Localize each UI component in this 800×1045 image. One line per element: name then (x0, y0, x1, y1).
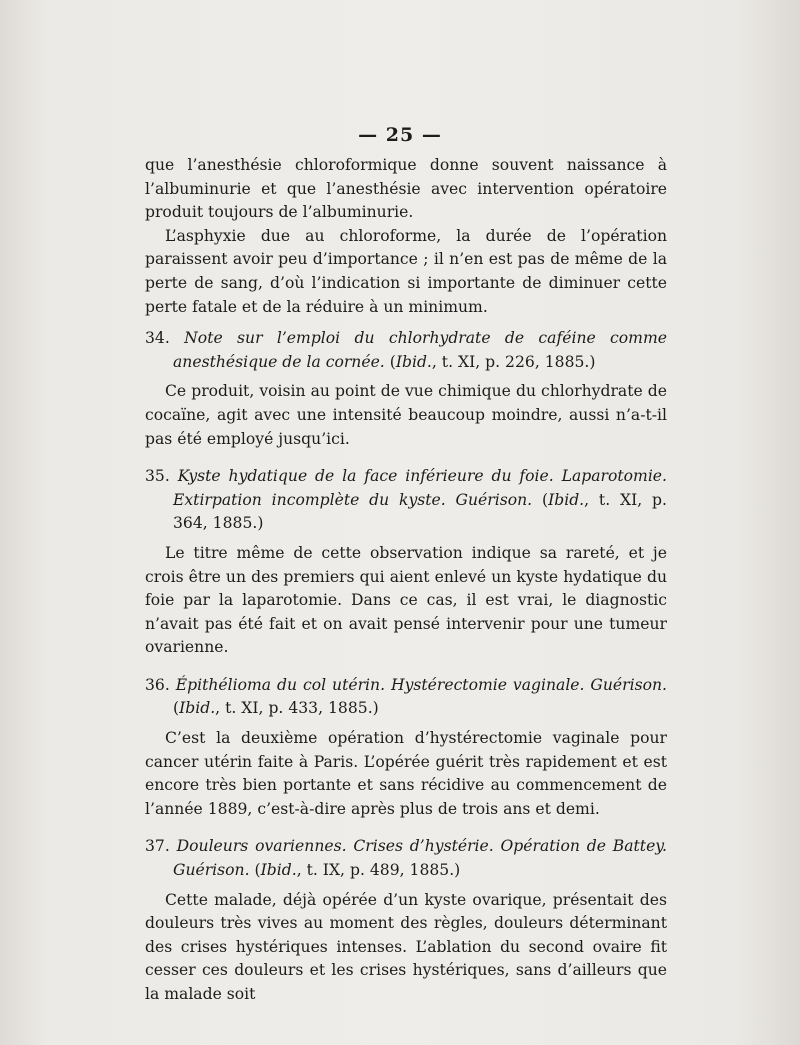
entry-body: Cette malade, déjà opérée d’un kyste ovarique, présentait des douleurs très vives au moment des règles, douleurs déterminant des crises hystériques intenses. L’ablation du second ovaire fit cesser ces douleurs et les crises hystériques, sans d’ailleurs que la malade soit (145, 890, 667, 1003)
entry-body: C’est la deuxième opération d’hystérectomie vaginale pour cancer utérin faite à Paris. L’opérée guérit très rapidement et est encore très bien portante et sans récidive au commencement de l’année 1889, c’est-à-dire après plus de trois ans et demi. (145, 729, 667, 818)
entry-reference (255, 861, 461, 879)
entry-number: 34. (145, 329, 170, 348)
ref-ibid: Ibid. (395, 352, 432, 371)
entry-title: Douleurs ovariennes. Crises d’hystérie. Opération de Battey. Guérison. (173, 837, 667, 880)
entry-title: Kyste hydatique de la face inférieure du foie. Laparotomie. Extirpation incomplète du kyste. Guérison. (173, 467, 667, 509)
ref-ibid: Ibid. (179, 699, 216, 718)
entry-reference (390, 353, 596, 371)
intro-paragraph-1: que l’anesthésie chloroformique donne souvent naissance à l’albuminurie et que l’anesthésie avec intervention opératoire produit toujours de l’albuminurie. (145, 156, 667, 222)
ref-open: ( (541, 490, 549, 509)
ref-details: , t. XI, p. 433, 1885.) (215, 699, 379, 718)
ref-open: ( (254, 861, 261, 880)
entry-heading (145, 327, 667, 374)
ref-details: , t. XI, p. 364, 1885.) (173, 490, 667, 533)
entry-heading (145, 465, 667, 536)
entry-37 (145, 835, 667, 1006)
entry-number: 36. (145, 675, 170, 694)
ref-open: ( (389, 352, 396, 371)
ref-details: , t. IX, p. 489, 1885.) (296, 861, 461, 880)
entry-title: Épithélioma du col utérin. Hystérectomie vaginale. Guérison. (175, 675, 667, 694)
entry-reference (173, 699, 379, 717)
entry-title: Note sur l’emploi du chlorhydrate de caféine comme anesthésique de la cornée. (173, 329, 667, 371)
intro-paragraph-2: L’asphyxie due au chloroforme, la durée de l’opération paraissent avoir peu d’importance ; il n’en est pas de même de la perte de sang, d’où l’indication si importante de diminuer cette perte fatale et de la réduire à un minimum. (145, 226, 667, 316)
entry-number: 35. (145, 467, 170, 486)
ref-ibid: Ibid. (260, 861, 297, 880)
entry-heading (145, 835, 667, 882)
entry-34 (145, 327, 667, 451)
page-number: — 25 — (358, 124, 442, 146)
entry-body: Ce produit, voisin au point de vue chimique du chlorhydrate de cocaïne, agit avec une intensité beaucoup moindre, aussi n’a-t-il pas été employé jusqu’ici. (145, 382, 667, 448)
entry-36 (145, 674, 667, 822)
entry-number: 37. (145, 837, 170, 856)
ref-open: ( (173, 699, 180, 718)
entry-35 (145, 465, 667, 660)
entry-heading (145, 674, 667, 721)
ref-details: , t. XI, p. 226, 1885.) (431, 352, 596, 371)
page-body (145, 154, 667, 1007)
entry-body: Le titre même de cette observation indique sa rareté, et je crois être un des premiers qui aient enlevé un kyste hydatique du foie par la laparotomie. Dans ce cas, il est vrai, le diagnostic n’avait pas été fait et on avait pensé intervenir pour une tumeur ovarienne. (145, 543, 667, 657)
ref-ibid: Ibid. (548, 490, 585, 509)
